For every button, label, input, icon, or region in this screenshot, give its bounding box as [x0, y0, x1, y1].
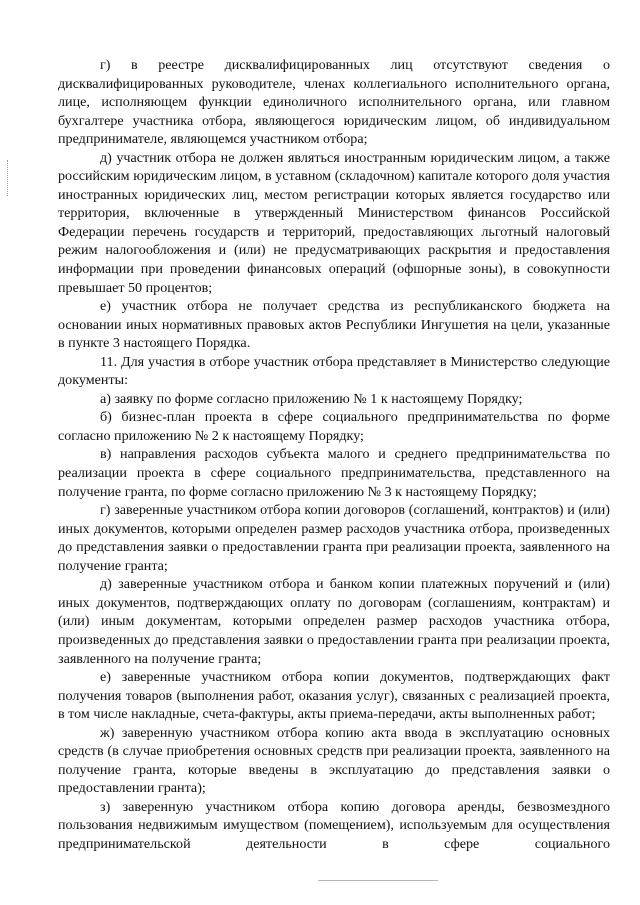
- paragraph-z-lease-agreement: з) заверенную участником отбора копию договора аренды, безвозмездного пользования недвижимым имуществом (помещением), используемым для осуществления предпринимательской деятельности в сфере социального: [58, 798, 610, 852]
- paragraph-e-goods-receipt: е) заверенные участником отбора копии документов, подтверждающих факт получения товаров (выполнения работ, оказания услуг), связанных с реализацией проекта, в том числе накладные, счета-фактуры, акты приема-передачи, акты выполненных работ;: [58, 669, 610, 723]
- paragraph-v-expense-directions: в) направления расходов субъекта малого и среднего предпринимательства по реализации проекта в сфере социального предпринимательства, представленного на получение гранта, по форме согласно приложению № 3 к настоящему Порядку;: [58, 446, 610, 500]
- paragraph-d-payment-orders: д) заверенные участником отбора и банком копии платежных поручений и (или) иных документов, подтверждающих оплату по договорам (соглашениям, контрактам) и (или) иным документам, которыми определен размер расходов участника отбора, произведенных до представления заявки о предоставлении гранта при реализации проекта, заявленного на получение гранта;: [58, 576, 610, 667]
- paragraph-a-application: а) заявку по форме согласно приложению № 1 к настоящему Порядку;: [100, 390, 523, 407]
- paragraph-g-disqualified-registry: г) в реестре дисквалифицированных лиц отсутствуют сведения о дисквалифицированных руководителе, членах коллегиального исполнительного органа, лице, исполняющем функции единоличного исполнительного органа, или главном бухгалтере участника отбора, являющегося юридическим лицом, об индивидуальном предпринимателе, являющемся участником отбора;: [58, 57, 610, 148]
- margin-mark: [7, 160, 9, 196]
- paragraph-11-documents: 11. Для участия в отборе участник отбора представляет в Министерство следующие документы:: [58, 353, 610, 389]
- paragraph-g-contract-copies: г) заверенные участником отбора копии договоров (соглашений, контрактов) и (или) иных документов, которыми определен размер расходов участника отбора, произведенных до представления заявки о предоставлении гранта при реализации проекта, заявленного на получение гранта;: [58, 502, 610, 574]
- paragraph-d-foreign-entity: д) участник отбора не должен являться иностранным юридическим лицом, а также российским юридическим лицом, в уставном (складочном) капитале которого доля участия иностранных юридических лиц, местом регистрации которых является государство или территория, включенные в утвержденный Министерством финансов Российской Федерации перечень государств и территорий, предоставляющих льготный налоговый режим налогообложения и (или) не предусматривающих раскрытия и предоставления информации при проведении финансовых операций (офшорные зоны), в совокупности превышает 50 процентов;: [58, 149, 610, 296]
- paragraph-zh-commissioning-act: ж) заверенную участником отбора копию акта ввода в эксплуатацию основных средств (в случае приобретения основных средств при реализации проекта, заявленного на получение гранта, которые введены в эксплуатацию до представления заявки о предоставлении гранта);: [58, 724, 610, 797]
- footer-rule: [318, 880, 438, 881]
- paragraph-e-republic-budget: е) участник отбора не получает средства из республиканского бюджета на основании иных нормативных правовых актов Республики Ингушетия на цели, указанные в пункте 3 настоящего Порядка.: [58, 298, 610, 352]
- paragraph-b-business-plan: б) бизнес-план проекта в сфере социального предпринимательства по форме согласно приложению № 2 к настоящему Порядку;: [58, 409, 610, 444]
- document-page: [58, 56, 610, 854]
